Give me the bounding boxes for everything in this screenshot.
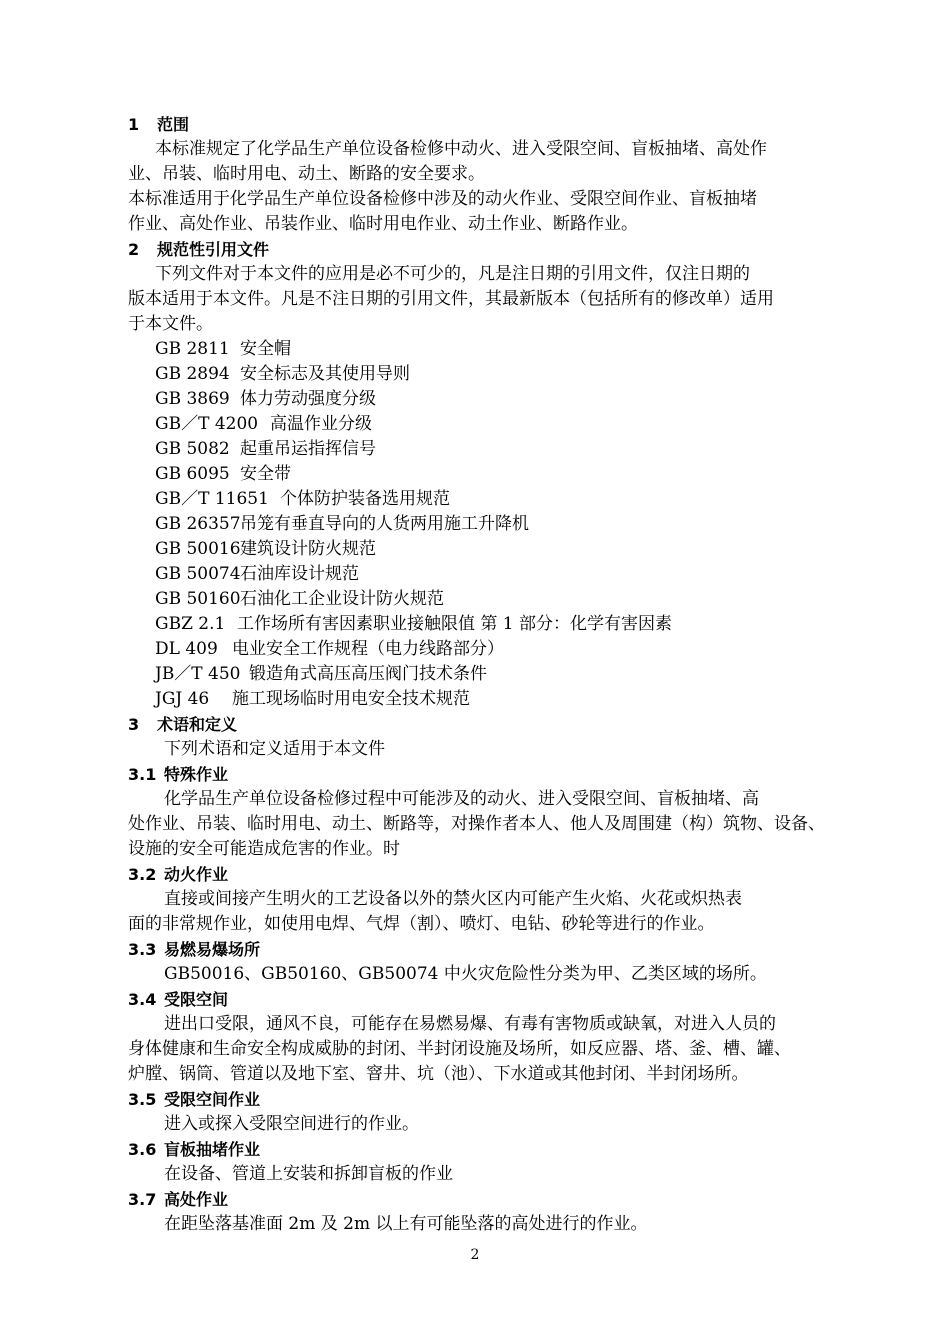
subsection-heading xyxy=(128,1137,828,1162)
reference-title: 高温作业分级 xyxy=(270,414,372,434)
reference-code: GB 50160 xyxy=(155,589,241,609)
paragraph-line: 设施的安全可能造成危害的作业。时 xyxy=(128,839,400,859)
subsection-number: 3.5 xyxy=(128,1090,157,1109)
subsection-heading xyxy=(128,1087,828,1112)
subsection-title: 特殊作业 xyxy=(164,765,229,784)
reference-code: GB 50016 xyxy=(155,539,241,559)
reference-item xyxy=(155,562,855,587)
paragraph-line: 下列术语和定义适用于本文件 xyxy=(164,739,385,759)
reference-title: 工作场所有害因素职业接触限值 第 1 部分：化学有害因素 xyxy=(237,614,673,634)
reference-code: GB 2811 xyxy=(155,339,230,359)
subsection-title: 受限空间作业 xyxy=(164,1090,261,1109)
reference-code: GB 50074 xyxy=(155,564,241,584)
section-heading xyxy=(128,712,828,737)
reference-title: 安全帽 xyxy=(240,339,291,359)
reference-title: 起重吊运指挥信号 xyxy=(240,439,376,459)
section-title: 术语和定义 xyxy=(157,715,238,734)
paragraph-line: 直接或间接产生明火的工艺设备以外的禁火区内可能产生火焰、火花或炽热表 xyxy=(164,889,742,909)
paragraph-line: 版本适用于本文件。凡是不注日期的引用文件，其最新版本（包括所有的修改单）适用 xyxy=(128,289,774,309)
subsection-heading xyxy=(128,762,828,787)
reference-code: GB 26357 xyxy=(155,514,241,534)
subsection-heading xyxy=(128,862,828,887)
reference-code: JB／T 450 xyxy=(155,664,241,684)
reference-item xyxy=(155,687,855,712)
reference-title: 石油化工企业设计防火规范 xyxy=(240,589,444,609)
subsection-heading xyxy=(128,987,828,1012)
section-heading xyxy=(128,237,828,262)
reference-item xyxy=(155,512,855,537)
reference-code: GB 3869 xyxy=(155,389,230,409)
subsection-number: 3.6 xyxy=(128,1140,157,1159)
paragraph-line: 身体健康和生命安全构成威胁的封闭、半封闭设施及场所，如反应器、塔、釜、槽、罐、 xyxy=(128,1039,791,1059)
reference-code: JGJ 46 xyxy=(155,689,210,709)
reference-code: GB 2894 xyxy=(155,364,230,384)
subsection-title: 动火作业 xyxy=(164,865,229,884)
reference-code: GB／T 4200 xyxy=(155,414,259,434)
subsection-title: 受限空间 xyxy=(164,990,229,1009)
reference-code: DL 409 xyxy=(155,639,218,659)
reference-title: 安全带 xyxy=(240,464,291,484)
section-number: 3 xyxy=(128,715,140,734)
reference-item xyxy=(155,362,855,387)
reference-title: 体力劳动强度分级 xyxy=(240,389,376,409)
subsection-number: 3.7 xyxy=(128,1190,157,1209)
reference-item xyxy=(155,387,855,412)
paragraph-line: GB50016、GB50160、GB50074 中火灾危险性分类为甲、乙类区域的场所。 xyxy=(164,964,767,984)
reference-item xyxy=(155,612,855,637)
page-number: 2 xyxy=(470,1247,480,1263)
paragraph-line: 面的非常规作业，如使用电焊、气焊（割）、喷灯、电钻、砂轮等进行的作业。 xyxy=(128,914,715,934)
subsection-heading xyxy=(128,937,828,962)
reference-code: GBZ 2.1 xyxy=(155,614,226,634)
subsection-number: 3.4 xyxy=(128,990,157,1009)
reference-item xyxy=(155,587,855,612)
paragraph-line: 在设备、管道上安装和拆卸盲板的作业 xyxy=(164,1164,453,1184)
reference-item xyxy=(155,487,855,512)
reference-title: 个体防护装备选用规范 xyxy=(280,489,450,509)
paragraph-line: 处作业、吊装、临时用电、动土、断路等，对操作者本人、他人及周围建（构）筑物、设备、 xyxy=(128,814,825,834)
reference-title: 建筑设计防火规范 xyxy=(240,539,376,559)
reference-code: GB 6095 xyxy=(155,464,230,484)
reference-item xyxy=(155,337,855,362)
section-title: 规范性引用文件 xyxy=(157,240,270,259)
paragraph-line: 化学品生产单位设备检修过程中可能涉及的动火、进入受限空间、盲板抽堵、高 xyxy=(164,789,759,809)
reference-item xyxy=(155,637,855,662)
reference-title: 石油库设计规范 xyxy=(240,564,359,584)
reference-item xyxy=(155,662,855,687)
reference-code: GB 5082 xyxy=(155,439,230,459)
paragraph-line: 于本文件。 xyxy=(128,314,213,334)
reference-title: 安全标志及其使用导则 xyxy=(240,364,410,384)
section-number: 2 xyxy=(128,240,140,259)
section-title: 范围 xyxy=(157,115,190,134)
section-number: 1 xyxy=(128,115,140,134)
subsection-number: 3.2 xyxy=(128,865,157,884)
reference-item xyxy=(155,462,855,487)
paragraph-line: 下列文件对于本文件的应用是必不可少的，凡是注日期的引用文件，仅注日期的 xyxy=(155,264,750,284)
subsection-number: 3.3 xyxy=(128,940,157,959)
reference-item xyxy=(155,537,855,562)
paragraph-line: 业、吊装、临时用电、动土、断路的安全要求。 xyxy=(128,164,485,184)
paragraph-line: 进出口受限，通风不良，可能存在易燃易爆、有毒有害物质或缺氧，对进入人员的 xyxy=(164,1014,776,1034)
paragraph-line: 本标准规定了化学品生产单位设备检修中动火、进入受限空间、盲板抽堵、高处作 xyxy=(155,139,767,159)
paragraph-line: 进入或探入受限空间进行的作业。 xyxy=(164,1114,419,1134)
section-heading xyxy=(128,112,828,137)
paragraph-line: 本标准适用于化学品生产单位设备检修中涉及的动火作业、受限空间作业、盲板抽堵 xyxy=(128,189,757,209)
reference-title: 吊笼有垂直导向的人货两用施工升降机 xyxy=(240,514,529,534)
reference-item xyxy=(155,437,855,462)
reference-code: GB／T 11651 xyxy=(155,489,269,509)
subsection-number: 3.1 xyxy=(128,765,157,784)
reference-title: 锻造角式高压高压阀门技术条件 xyxy=(249,664,487,684)
paragraph-line: 在距坠落基准面 2m 及 2m 以上有可能坠落的高处进行的作业。 xyxy=(164,1214,648,1234)
subsection-heading xyxy=(128,1187,828,1212)
reference-item xyxy=(155,412,855,437)
subsection-title: 高处作业 xyxy=(164,1190,229,1209)
reference-title: 施工现场临时用电安全技术规范 xyxy=(232,689,470,709)
subsection-title: 易燃易爆场所 xyxy=(164,940,261,959)
paragraph-line: 炉膛、锅筒、管道以及地下室、窨井、坑（池）、下水道或其他封闭、半封闭场所。 xyxy=(128,1064,749,1084)
subsection-title: 盲板抽堵作业 xyxy=(164,1140,261,1159)
paragraph-line: 作业、高处作业、吊装作业、临时用电作业、动土作业、断路作业。 xyxy=(128,214,638,234)
reference-title: 电业安全工作规程（电力线路部分） xyxy=(232,639,504,659)
